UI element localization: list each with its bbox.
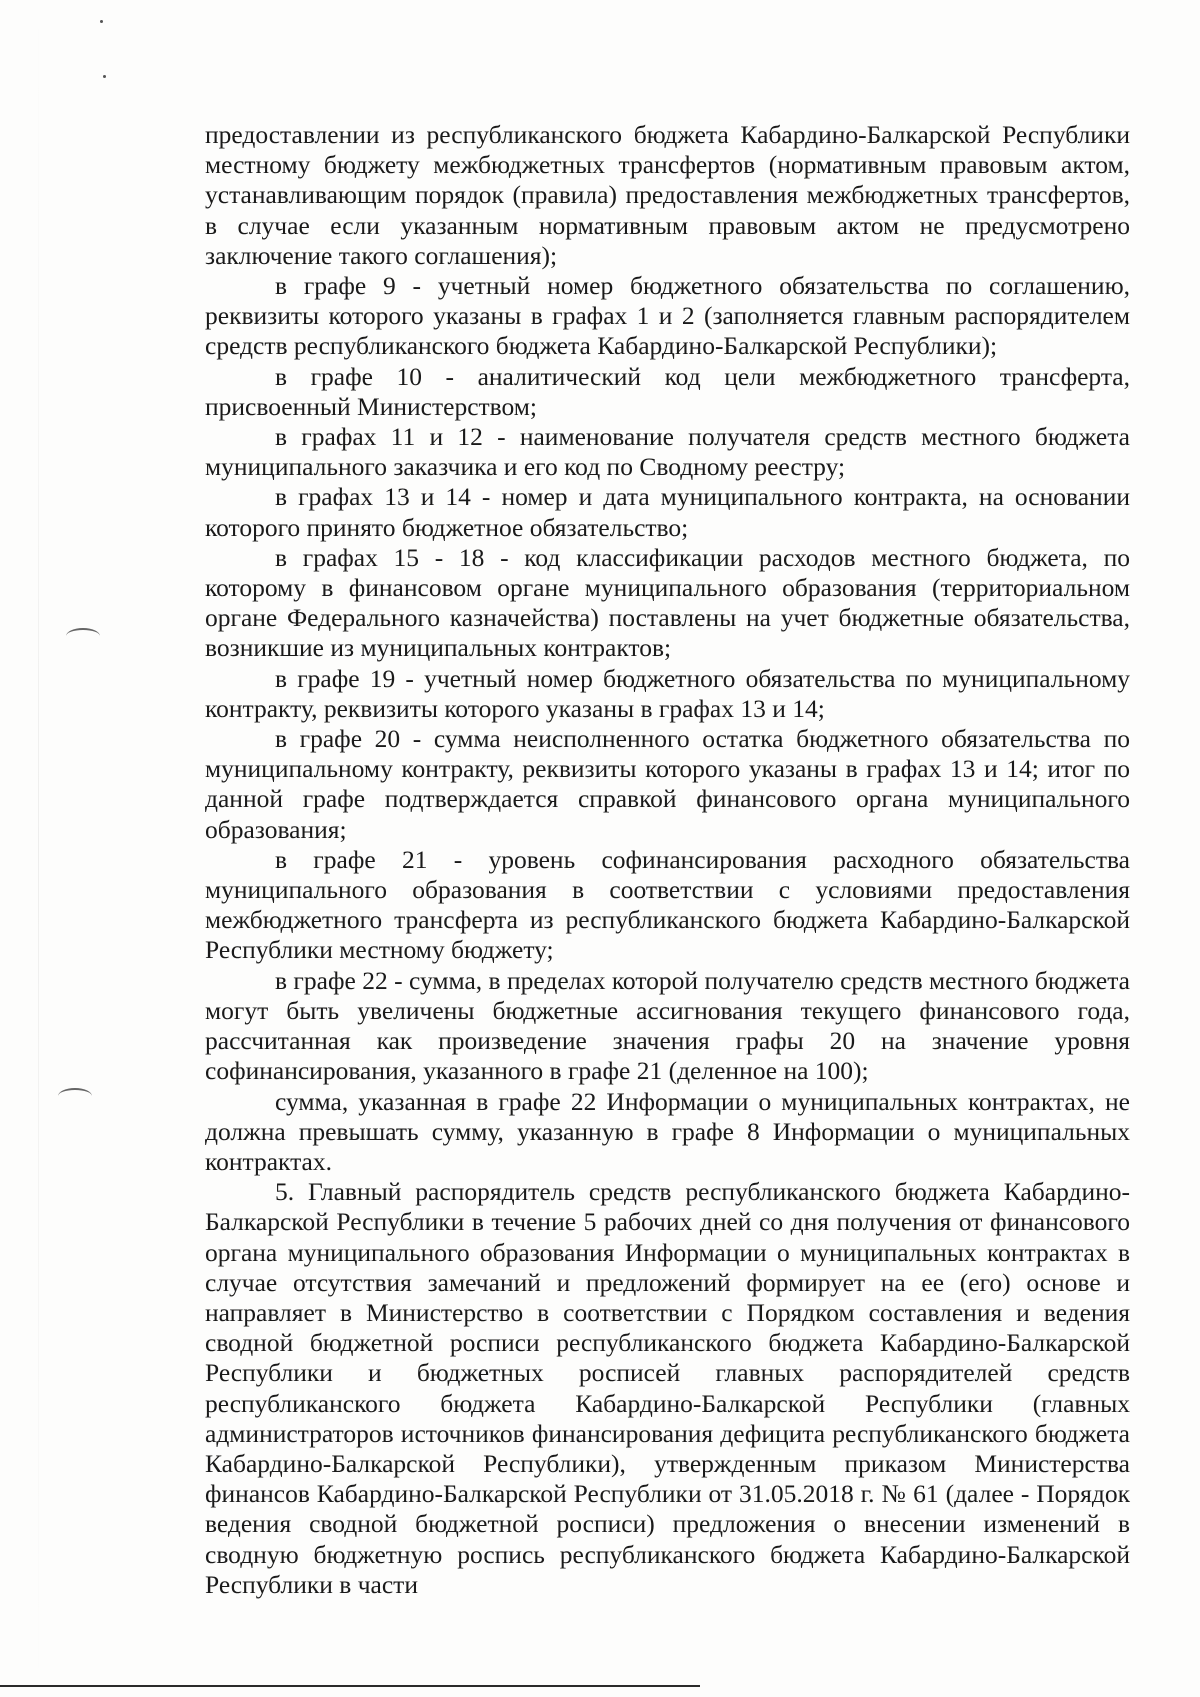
punch-hole-mark [58, 1088, 92, 1104]
scan-speck [103, 75, 106, 78]
document-body [205, 120, 1130, 1600]
paragraph: в графах 11 и 12 - наименование получателя средств местного бюджета муниципального заказчика и его код по Сводному реестру; [205, 422, 1130, 482]
paragraph: 5. Главный распорядитель средств республиканского бюджета Кабардино-Балкарской Республики в течение 5 рабочих дней со дня получения от финансового органа муниципального образования Информации о муниципальных контрактах в случае отсутствия замечаний и предложений формирует на ее (его) основе и направляет в Министерство в соответствии с Порядком составления и ведения сводной бюджетной росписи республиканского бюджета Кабардино-Балкарской Республики и бюджетных росписей главных распорядителей средств республиканского бюджета Кабардино-Балкарской Республики (главных администраторов источников финансирования дефицита республиканского бюджета Кабардино-Балкарской Республики), утвержденным приказом Министерства финансов Кабардино-Балкарской Республики от 31.05.2018 г. № 61 (далее - Порядок ведения сводной бюджетной росписи) предложения о внесении изменений в сводную бюджетную роспись республиканского бюджета Кабардино-Балкарской Республики в части [205, 1177, 1130, 1599]
paragraph: сумма, указанная в графе 22 Информации о муниципальных контрактах, не должна превышать сумму, указанную в графе 8 Информации о муниципальных контрактах. [205, 1086, 1130, 1176]
paragraph: в графах 15 - 18 - код классификации расходов местного бюджета, по которому в финансовом органе муниципального образования (территориальном органе Федерального казначейства) поставлены на учет бюджетные обязательства, возникшие из муниципальных контрактов; [205, 542, 1130, 663]
paragraph: в графе 19 - учетный номер бюджетного обязательства по муниципальному контракту, реквизиты которого указаны в графах 13 и 14; [205, 663, 1130, 723]
paragraph: в графе 21 - уровень софинансирования расходного обязательства муниципального образования в соответствии с условиями предоставления межбюджетного трансферта из республиканского бюджета Кабардино-Балкарской Республики местному бюджету; [205, 844, 1130, 965]
paragraph: предоставлении из республиканского бюджета Кабардино-Балкарской Республики местному бюджету межбюджетных трансфертов (нормативным правовым актом, устанавливающим порядок (правила) предоставления межбюджетных трансфертов, в случае если указанным нормативным правовым актом не предусмотрено заключение такого соглашения); [205, 120, 1130, 270]
bottom-edge-line [0, 1685, 700, 1687]
paragraph: в графе 10 - аналитический код цели межбюджетного трансферта, присвоенный Министерством; [205, 361, 1130, 421]
paragraph: в графе 9 - учетный номер бюджетного обязательства по соглашению, реквизиты которого указаны в графах 1 и 2 (заполняется главным распорядителем средств республиканского бюджета Кабардино-Балкарской Республики); [205, 271, 1130, 361]
punch-hole-mark [66, 628, 100, 644]
scan-speck [100, 20, 103, 23]
paragraph: в графе 22 - сумма, в пределах которой получателю средств местного бюджета могут быть увеличены бюджетные ассигнования текущего финансового года, рассчитанная как произведение значения графы 20 на значение уровня софинансирования, указанного в графе 21 (деленное на 100); [205, 965, 1130, 1086]
scan-edge-shadow [38, 0, 39, 1697]
paragraph: в графах 13 и 14 - номер и дата муниципального контракта, на основании которого принято бюджетное обязательство; [205, 482, 1130, 542]
paragraph: в графе 20 - сумма неисполненного остатка бюджетного обязательства по муниципальному контракту, реквизиты которого указаны в графах 13 и 14; итог по данной графе подтверждается справкой финансового органа муниципального образования; [205, 724, 1130, 844]
